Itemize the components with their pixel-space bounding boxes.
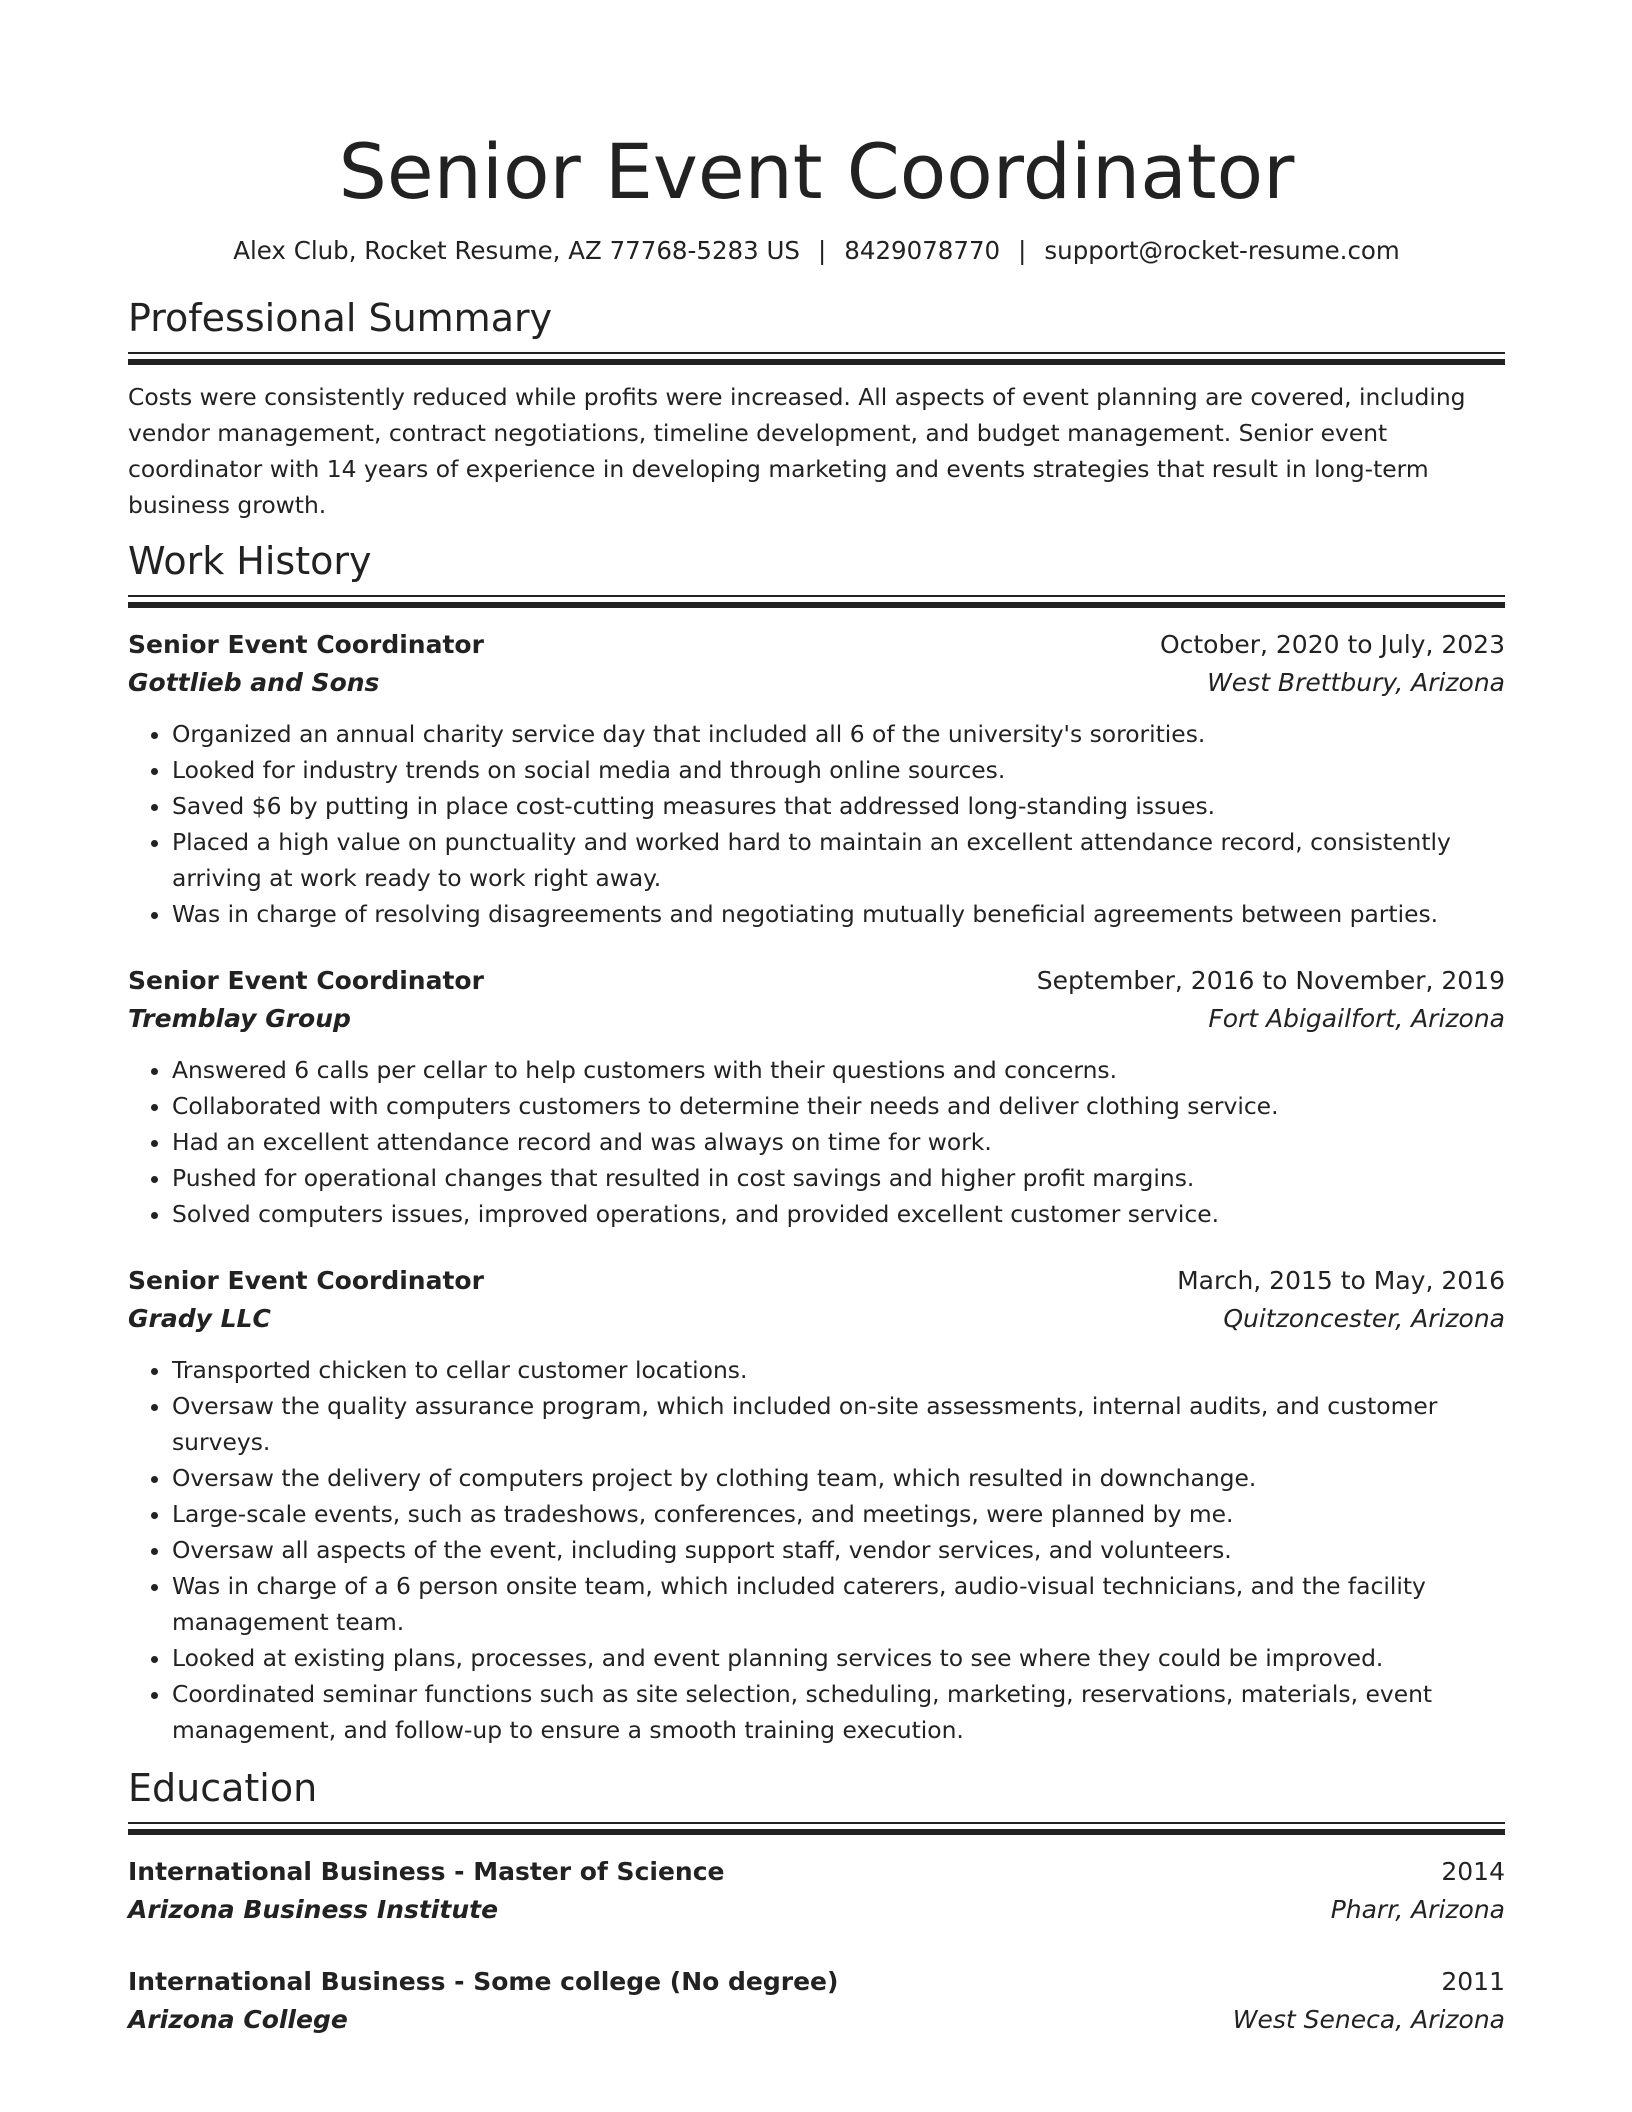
contact-address: Alex Club, Rocket Resume, AZ 77768-5283 US <box>233 236 800 265</box>
resume-page <box>128 0 1505 2039</box>
education-year: 2014 <box>1441 1857 1505 1886</box>
summary-section <box>128 294 1505 523</box>
section-divider <box>128 352 1505 365</box>
job-dates: September, 2016 to November, 2019 <box>1036 966 1505 995</box>
job-entry <box>128 962 1505 1232</box>
job-bullets <box>128 1352 1505 1748</box>
education-degree: International Business - Master of Science <box>128 1857 725 1886</box>
list-item: • Large-scale events, such as tradeshows, conferences, and meetings, were planned by me. <box>172 1496 1505 1532</box>
job-entry <box>128 626 1505 932</box>
list-item: • Looked for industry trends on social media and through online sources. <box>172 752 1505 788</box>
job-bullets <box>128 716 1505 932</box>
list-item: • Organized an annual charity service day that included all 6 of the university's sororities. <box>172 716 1505 752</box>
job-company: Grady LLC <box>128 1304 271 1333</box>
job-location: Fort Abigailfort, Arizona <box>1208 1004 1505 1033</box>
contact-separator: | <box>1018 236 1027 265</box>
list-item: • Had an excellent attendance record and was always on time for work. <box>172 1124 1505 1160</box>
job-location: West Brettbury, Arizona <box>1207 668 1505 697</box>
list-item: • Was in charge of a 6 person onsite team, which included caterers, audio-visual technicians, and the facility management team. <box>172 1568 1505 1640</box>
education-degree: International Business - Some college (No degree) <box>128 1967 839 1996</box>
job-company: Tremblay Group <box>128 1004 351 1033</box>
job-location: Quitzoncester, Arizona <box>1223 1304 1505 1333</box>
section-title-work-history: Work History <box>128 539 372 583</box>
list-item: • Oversaw the delivery of computers project by clothing team, which resulted in downchange. <box>172 1460 1505 1496</box>
list-item: • Oversaw all aspects of the event, including support staff, vendor services, and volunteers. <box>172 1532 1505 1568</box>
job-entry <box>128 1262 1505 1748</box>
education-section <box>128 1764 1505 2039</box>
list-item: • Coordinated seminar functions such as site selection, scheduling, marketing, reservations, materials, event management, and follow-up to ensure a smooth training execution. <box>172 1676 1505 1748</box>
education-school: Arizona College <box>128 2005 348 2034</box>
summary-text: Costs were consistently reduced while profits were increased. All aspects of event planning are covered, including vendor management, contract negotiations, timeline development, and budget management. Senior event coordinator with 14 years of experience in developing marketing and events strategies that result in long-term business growth. <box>128 383 1466 519</box>
section-divider <box>128 1822 1505 1835</box>
list-item: • Oversaw the quality assurance program, which included on-site assessments, internal audits, and customer surveys. <box>172 1388 1505 1460</box>
job-company: Gottlieb and Sons <box>128 668 380 697</box>
contact-phone: 8429078770 <box>844 236 1001 265</box>
job-title: Senior Event Coordinator <box>128 630 484 659</box>
resume-name: Senior Event Coordinator <box>338 127 1295 216</box>
work-history-section <box>128 537 1505 1748</box>
job-title: Senior Event Coordinator <box>128 1266 484 1295</box>
list-item: • Pushed for operational changes that resulted in cost savings and higher profit margins. <box>172 1160 1505 1196</box>
job-dates: October, 2020 to July, 2023 <box>1159 630 1505 659</box>
job-title: Senior Event Coordinator <box>128 966 484 995</box>
contact-line <box>128 234 1505 268</box>
list-item: • Looked at existing plans, processes, and event planning services to see where they could be improved. <box>172 1640 1505 1676</box>
section-divider <box>128 595 1505 608</box>
job-dates: March, 2015 to May, 2016 <box>1177 1266 1505 1295</box>
list-item: • Was in charge of resolving disagreements and negotiating mutually beneficial agreements between parties. <box>172 896 1505 932</box>
education-school: Arizona Business Institute <box>128 1895 499 1924</box>
list-item: • Answered 6 calls per cellar to help customers with their questions and concerns. <box>172 1052 1505 1088</box>
education-location: West Seneca, Arizona <box>1232 2005 1505 2034</box>
contact-email: support@rocket-resume.com <box>1044 236 1400 265</box>
education-entry <box>128 1963 1505 2039</box>
contact-separator: | <box>818 236 827 265</box>
list-item: • Solved computers issues, improved operations, and provided excellent customer service. <box>172 1196 1505 1232</box>
section-title-summary: Professional Summary <box>128 296 553 340</box>
education-entry <box>128 1853 1505 1929</box>
list-item: • Collaborated with computers customers to determine their needs and deliver clothing service. <box>172 1088 1505 1124</box>
list-item: • Placed a high value on punctuality and worked hard to maintain an excellent attendance record, consistently arriving at work ready to work right away. <box>172 824 1505 896</box>
job-bullets <box>128 1052 1505 1232</box>
section-title-education: Education <box>128 1766 318 1810</box>
education-location: Pharr, Arizona <box>1330 1895 1505 1924</box>
education-year: 2011 <box>1441 1967 1505 1996</box>
list-item: • Transported chicken to cellar customer locations. <box>172 1352 1505 1388</box>
list-item: • Saved $6 by putting in place cost-cutting measures that addressed long-standing issues. <box>172 788 1505 824</box>
